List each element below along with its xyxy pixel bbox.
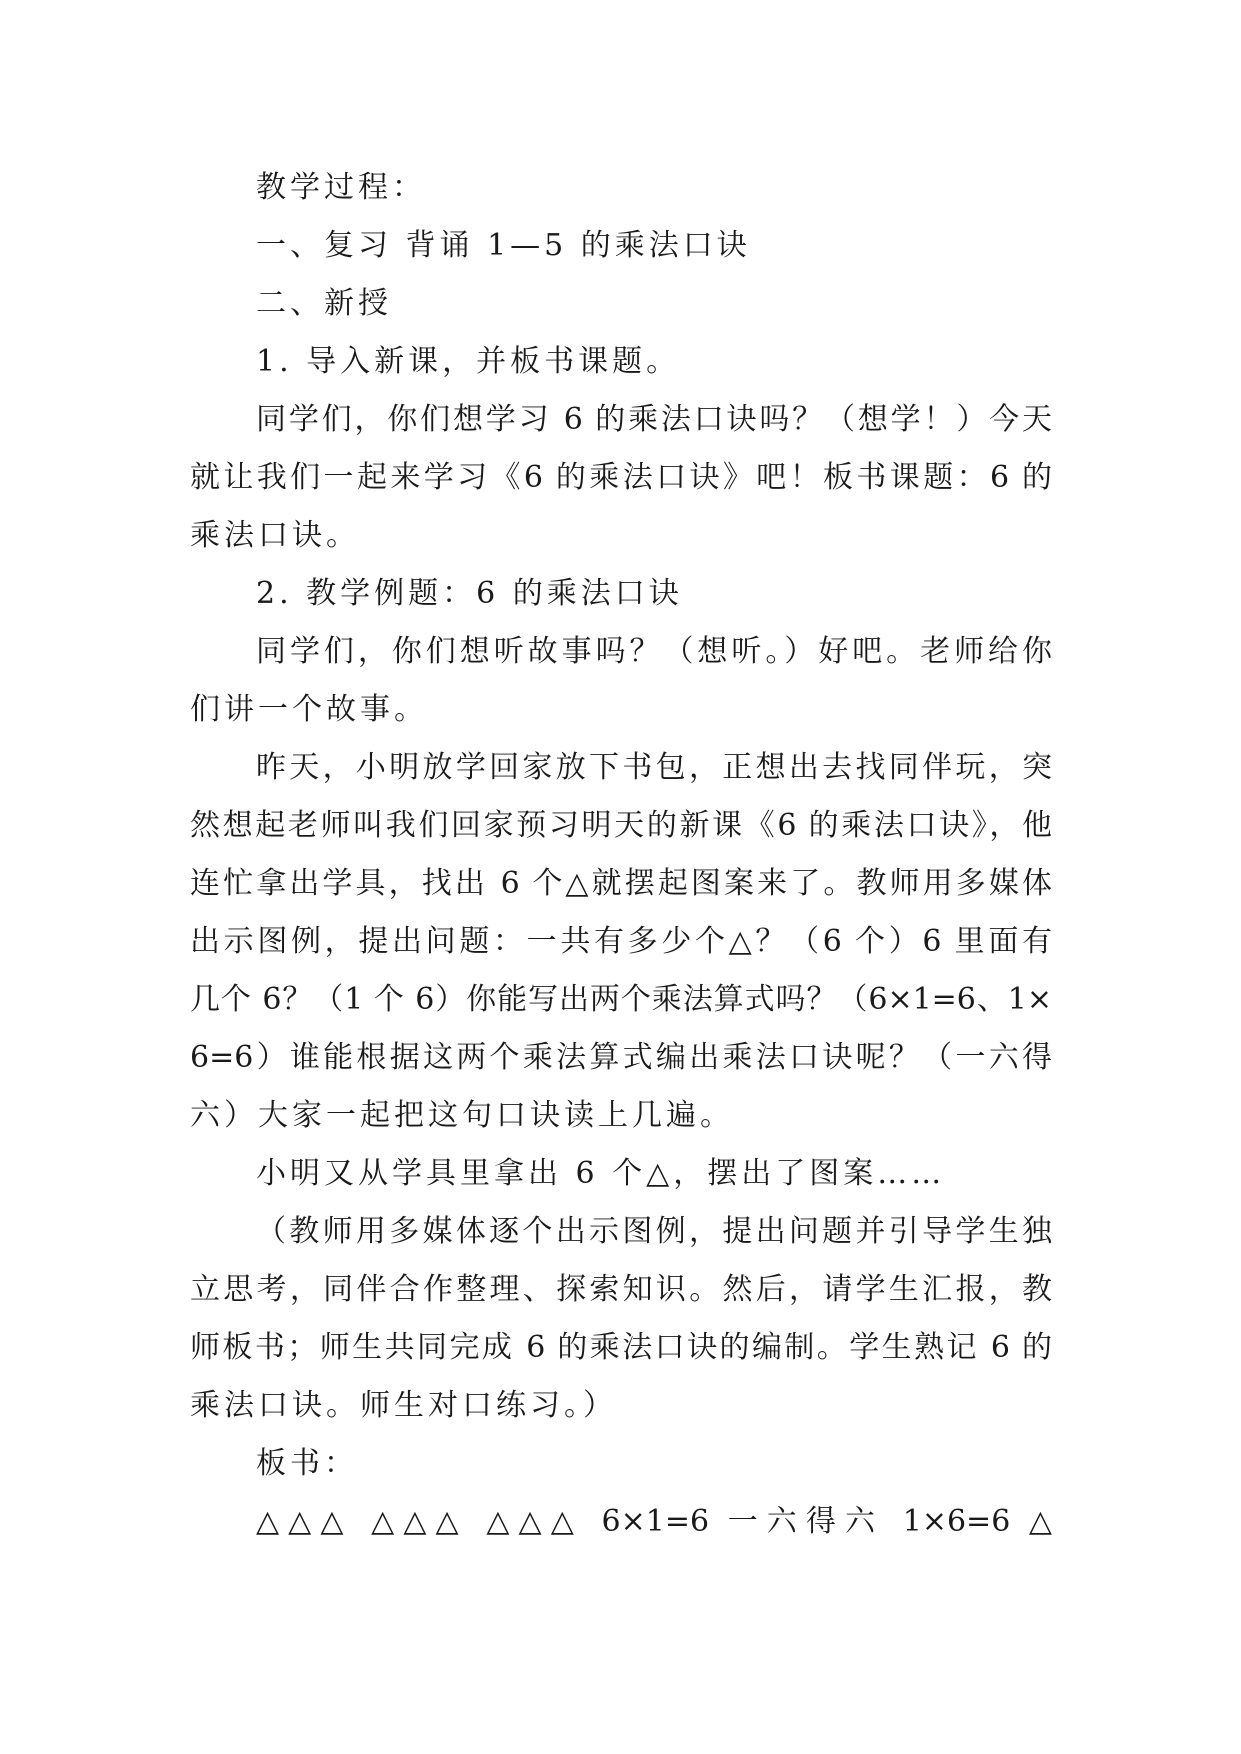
paragraph-line: 乘法口诀。 [190, 518, 360, 553]
blackboard-content: △△△ △△△ △△△ 6×1=6 一六得六 1×6=6 △ [256, 1504, 1052, 1539]
paragraph-line: 同学们，你们想学习 6 的乘法口诀吗？（想学！）今天 [256, 402, 1052, 437]
section-review: 一、复习 背诵 1—5 的乘法口诀 [256, 228, 751, 263]
section-new-lesson: 二、新授 [256, 286, 392, 321]
paragraph-line: 就让我们一起来学习《6 的乘法口诀》吧！板书课题：6 的 [190, 460, 1052, 495]
paragraph-line: 昨天，小明放学回家放下书包，正想出去找同伴玩，突 [256, 750, 1052, 785]
paragraph-line: 6=6）谁能根据这两个乘法算式编出乘法口诀呢？（一六得 [190, 1040, 1052, 1075]
paragraph-line: 同学们，你们想听故事吗？（想听。）好吧。老师给你 [256, 634, 1052, 669]
paragraph-line: （教师用多媒体逐个出示图例，提出问题并引导学生独 [256, 1214, 1052, 1249]
paragraph-line: 几个 6？（1 个 6）你能写出两个乘法算式吗？（6×1=6、1× [190, 982, 1052, 1017]
blackboard-heading: 板书： [256, 1446, 358, 1481]
step-1-heading: 1. 导入新课，并板书课题。 [256, 344, 681, 379]
paragraph-line: 立思考，同伴合作整理、探索知识。然后，请学生汇报，教 [190, 1272, 1052, 1307]
paragraph-line: 乘法口诀。师生对口练习。） [190, 1388, 617, 1423]
heading-teaching-process: 教学过程： [256, 170, 426, 205]
paragraph-line: 们讲一个故事。 [190, 692, 428, 727]
paragraph-line: 师板书；师生共同完成 6 的乘法口诀的编制。学生熟记 6 的 [190, 1330, 1052, 1365]
paragraph-line: 连忙拿出学具，找出 6 个△就摆起图案来了。教师用多媒体 [190, 866, 1052, 901]
paragraph-line: 小明又从学具里拿出 6 个△，摆出了图案…… [256, 1156, 946, 1191]
paragraph-line: 然想起老师叫我们回家预习明天的新课《6 的乘法口诀》，他 [190, 808, 1052, 843]
paragraph-line: 出示图例，提出问题：一共有多少个△？（6 个）6 里面有 [190, 924, 1052, 959]
step-2-heading: 2. 教学例题：6 的乘法口诀 [256, 576, 683, 611]
paragraph-line: 六）大家一起把这句口诀读上几遍。 [190, 1098, 734, 1133]
